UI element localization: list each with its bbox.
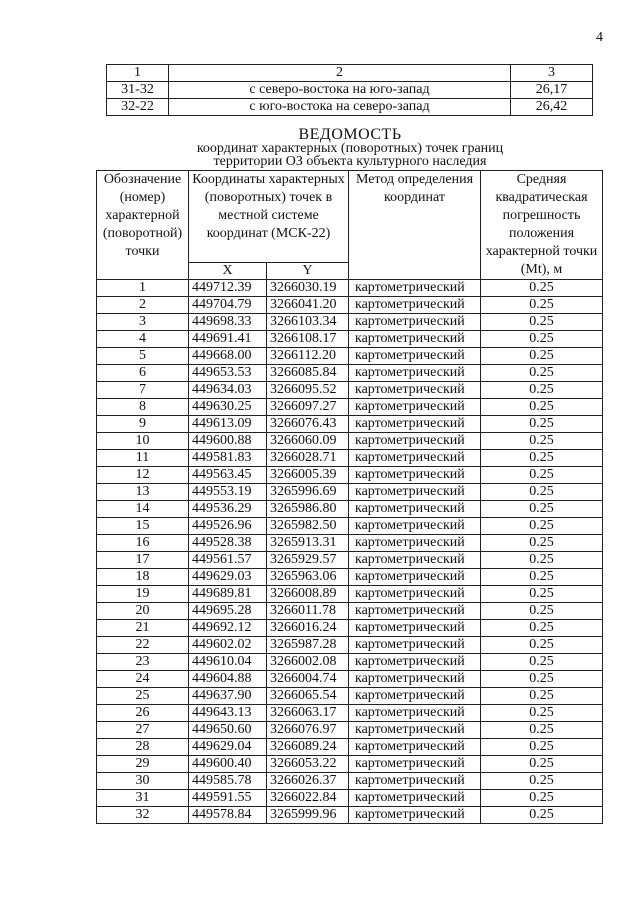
accuracy: 0.25	[481, 739, 603, 756]
point-number: 8	[97, 399, 189, 416]
point-number: 6	[97, 365, 189, 382]
coordinate-x: 449536.29	[189, 501, 267, 518]
table-row	[97, 399, 603, 416]
header-method: Метод определения координат	[349, 171, 481, 280]
table-row	[97, 382, 603, 399]
segment-points: 31-32	[107, 82, 169, 99]
coordinate-y: 3266028.71	[267, 450, 349, 467]
point-number: 24	[97, 671, 189, 688]
method: картометрический	[349, 807, 481, 824]
method: картометрический	[349, 739, 481, 756]
coordinate-y: 3266002.08	[267, 654, 349, 671]
coordinate-y: 3265982.50	[267, 518, 349, 535]
coordinate-y: 3266112.20	[267, 348, 349, 365]
coordinate-x: 449581.83	[189, 450, 267, 467]
coordinate-y: 3266095.52	[267, 382, 349, 399]
segment-direction: с юго-востока на северо-запад	[169, 99, 511, 116]
accuracy: 0.25	[481, 433, 603, 450]
method: картометрический	[349, 569, 481, 586]
method: картометрический	[349, 331, 481, 348]
table-row	[107, 82, 593, 99]
method: картометрический	[349, 314, 481, 331]
accuracy: 0.25	[481, 620, 603, 637]
method: картометрический	[349, 620, 481, 637]
coordinate-x: 449629.04	[189, 739, 267, 756]
accuracy: 0.25	[481, 790, 603, 807]
point-number: 5	[97, 348, 189, 365]
method: картометрический	[349, 518, 481, 535]
coordinate-x: 449528.38	[189, 535, 267, 552]
accuracy: 0.25	[481, 297, 603, 314]
method: картометрический	[349, 365, 481, 382]
point-number: 2	[97, 297, 189, 314]
table-row	[97, 773, 603, 790]
coordinate-y: 3266108.17	[267, 331, 349, 348]
segment-direction: с северо-востока на юго-запад	[169, 82, 511, 99]
coordinate-y: 3266030.19	[267, 280, 349, 297]
coordinate-y: 3266085.84	[267, 365, 349, 382]
accuracy: 0.25	[481, 450, 603, 467]
coordinate-x: 449600.40	[189, 756, 267, 773]
coordinate-x: 449698.33	[189, 314, 267, 331]
point-number: 23	[97, 654, 189, 671]
accuracy: 0.25	[481, 535, 603, 552]
coordinate-y: 3266103.34	[267, 314, 349, 331]
accuracy: 0.25	[481, 722, 603, 739]
table-row	[97, 450, 603, 467]
table-row	[97, 314, 603, 331]
accuracy: 0.25	[481, 552, 603, 569]
accuracy: 0.25	[481, 654, 603, 671]
table-row	[97, 331, 603, 348]
coordinates-table	[96, 170, 603, 824]
accuracy: 0.25	[481, 603, 603, 620]
table-row	[97, 569, 603, 586]
method: картометрический	[349, 603, 481, 620]
point-number: 18	[97, 569, 189, 586]
coordinate-x: 449643.13	[189, 705, 267, 722]
method: картометрический	[349, 552, 481, 569]
accuracy: 0.25	[481, 705, 603, 722]
table-row	[97, 348, 603, 365]
table-row	[97, 365, 603, 382]
coordinate-x: 449653.53	[189, 365, 267, 382]
method: картометрический	[349, 586, 481, 603]
coordinate-y: 3265963.06	[267, 569, 349, 586]
document-title: ВЕДОМОСТЬ	[298, 126, 402, 143]
accuracy: 0.25	[481, 773, 603, 790]
coordinate-x: 449526.96	[189, 518, 267, 535]
coordinate-x: 449630.25	[189, 399, 267, 416]
coordinate-y: 3266041.20	[267, 297, 349, 314]
method: картометрический	[349, 280, 481, 297]
table-row	[97, 722, 603, 739]
accuracy: 0.25	[481, 382, 603, 399]
accuracy: 0.25	[481, 399, 603, 416]
coordinate-y: 3265999.96	[267, 807, 349, 824]
table-row	[97, 637, 603, 654]
point-number: 32	[97, 807, 189, 824]
table-row	[97, 620, 603, 637]
page-number: 4	[596, 30, 603, 45]
method: картометрический	[349, 722, 481, 739]
point-number: 4	[97, 331, 189, 348]
accuracy: 0.25	[481, 314, 603, 331]
method: картометрический	[349, 705, 481, 722]
table-row	[97, 739, 603, 756]
accuracy: 0.25	[481, 348, 603, 365]
accuracy: 0.25	[481, 280, 603, 297]
coordinate-x: 449712.39	[189, 280, 267, 297]
point-number: 20	[97, 603, 189, 620]
accuracy: 0.25	[481, 586, 603, 603]
point-number: 15	[97, 518, 189, 535]
method: картометрический	[349, 756, 481, 773]
accuracy: 0.25	[481, 756, 603, 773]
coordinate-y: 3266016.24	[267, 620, 349, 637]
method: картометрический	[349, 297, 481, 314]
coordinate-x: 449629.03	[189, 569, 267, 586]
point-number: 7	[97, 382, 189, 399]
table-row	[97, 705, 603, 722]
coordinate-x: 449561.57	[189, 552, 267, 569]
table-row	[97, 790, 603, 807]
accuracy: 0.25	[481, 518, 603, 535]
coordinate-y: 3265986.80	[267, 501, 349, 518]
point-number: 1	[97, 280, 189, 297]
accuracy: 0.25	[481, 671, 603, 688]
coordinate-x: 449692.12	[189, 620, 267, 637]
table-row	[97, 654, 603, 671]
point-number: 25	[97, 688, 189, 705]
coordinate-y: 3266089.24	[267, 739, 349, 756]
table-row	[97, 416, 603, 433]
point-number: 22	[97, 637, 189, 654]
coordinate-x: 449637.90	[189, 688, 267, 705]
coordinate-y: 3266005.39	[267, 467, 349, 484]
accuracy: 0.25	[481, 331, 603, 348]
table-header-row	[97, 171, 603, 263]
point-number: 27	[97, 722, 189, 739]
table-row	[97, 501, 603, 518]
header-y: Y	[267, 262, 349, 279]
method: картометрический	[349, 637, 481, 654]
table-row	[97, 603, 603, 620]
segment-directions-table	[106, 64, 593, 116]
coordinate-x: 449689.81	[189, 586, 267, 603]
coordinate-x: 449563.45	[189, 467, 267, 484]
table-row	[97, 433, 603, 450]
column-number-3: 3	[511, 65, 593, 82]
point-number: 10	[97, 433, 189, 450]
accuracy: 0.25	[481, 688, 603, 705]
point-number: 13	[97, 484, 189, 501]
point-number: 26	[97, 705, 189, 722]
accuracy: 0.25	[481, 484, 603, 501]
coordinate-x: 449695.28	[189, 603, 267, 620]
table-row	[97, 807, 603, 824]
method: картометрический	[349, 654, 481, 671]
table-row	[97, 484, 603, 501]
coordinate-y: 3265913.31	[267, 535, 349, 552]
coordinate-x: 449634.03	[189, 382, 267, 399]
table-header-row	[107, 65, 593, 82]
coordinate-x: 449591.55	[189, 790, 267, 807]
header-x: X	[189, 262, 267, 279]
accuracy: 0.25	[481, 467, 603, 484]
header-coordinates: Координаты характерных (поворотных) точек в местной системе координат (МСК-22)	[189, 171, 349, 263]
header-designation: Обозначение (номер) характерной (поворотной) точки	[97, 171, 189, 280]
method: картометрический	[349, 501, 481, 518]
point-number: 12	[97, 467, 189, 484]
coordinate-x: 449553.19	[189, 484, 267, 501]
method: картометрический	[349, 433, 481, 450]
point-number: 19	[97, 586, 189, 603]
coordinate-y: 3266011.78	[267, 603, 349, 620]
coordinate-y: 3265996.69	[267, 484, 349, 501]
coordinate-x: 449691.41	[189, 331, 267, 348]
document-subtitle-line-2: территории ОЗ объекта культурного наследия	[213, 154, 487, 169]
method: картометрический	[349, 671, 481, 688]
accuracy: 0.25	[481, 569, 603, 586]
coordinate-y: 3266053.22	[267, 756, 349, 773]
coordinate-x: 449585.78	[189, 773, 267, 790]
coordinate-y: 3266097.27	[267, 399, 349, 416]
point-number: 31	[97, 790, 189, 807]
segment-length: 26,17	[511, 82, 593, 99]
coordinate-y: 3265929.57	[267, 552, 349, 569]
accuracy: 0.25	[481, 807, 603, 824]
point-number: 28	[97, 739, 189, 756]
table-row	[97, 535, 603, 552]
coordinate-x: 449600.88	[189, 433, 267, 450]
accuracy: 0.25	[481, 501, 603, 518]
method: картометрический	[349, 416, 481, 433]
method: картометрический	[349, 382, 481, 399]
method: картометрический	[349, 348, 481, 365]
table-row	[97, 552, 603, 569]
coordinate-y: 3266008.89	[267, 586, 349, 603]
coordinate-y: 3266076.43	[267, 416, 349, 433]
coordinate-x: 449650.60	[189, 722, 267, 739]
point-number: 9	[97, 416, 189, 433]
point-number: 30	[97, 773, 189, 790]
coordinate-x: 449602.02	[189, 637, 267, 654]
coordinate-y: 3265987.28	[267, 637, 349, 654]
segment-length: 26,42	[511, 99, 593, 116]
method: картометрический	[349, 535, 481, 552]
coordinate-y: 3266060.09	[267, 433, 349, 450]
point-number: 11	[97, 450, 189, 467]
accuracy: 0.25	[481, 365, 603, 382]
point-number: 17	[97, 552, 189, 569]
method: картометрический	[349, 484, 481, 501]
coordinate-y: 3266076.97	[267, 722, 349, 739]
point-number: 16	[97, 535, 189, 552]
coordinate-x: 449578.84	[189, 807, 267, 824]
table-row	[97, 280, 603, 297]
coordinate-x: 449604.88	[189, 671, 267, 688]
accuracy: 0.25	[481, 637, 603, 654]
coordinate-y: 3266022.84	[267, 790, 349, 807]
coordinate-y: 3266063.17	[267, 705, 349, 722]
method: картометрический	[349, 450, 481, 467]
coordinate-x: 449704.79	[189, 297, 267, 314]
method: картометрический	[349, 790, 481, 807]
table-row	[97, 297, 603, 314]
coordinate-y: 3266026.37	[267, 773, 349, 790]
accuracy: 0.25	[481, 416, 603, 433]
column-number-1: 1	[107, 65, 169, 82]
coordinates-table-body	[97, 280, 603, 824]
table-row	[97, 586, 603, 603]
column-number-2: 2	[169, 65, 511, 82]
table-row	[107, 99, 593, 116]
header-accuracy: Средняя квадратическая погрешность положения характерной точки (Mt), м	[481, 171, 603, 280]
coordinate-x: 449668.00	[189, 348, 267, 365]
method: картометрический	[349, 399, 481, 416]
coordinate-x: 449610.04	[189, 654, 267, 671]
table-row	[97, 671, 603, 688]
table-row	[97, 756, 603, 773]
point-number: 29	[97, 756, 189, 773]
coordinate-y: 3266004.74	[267, 671, 349, 688]
method: картометрический	[349, 773, 481, 790]
method: картометрический	[349, 467, 481, 484]
coordinate-y: 3266065.54	[267, 688, 349, 705]
table-row	[97, 518, 603, 535]
method: картометрический	[349, 688, 481, 705]
table-row	[97, 467, 603, 484]
point-number: 14	[97, 501, 189, 518]
point-number: 21	[97, 620, 189, 637]
table-row	[97, 688, 603, 705]
coordinate-x: 449613.09	[189, 416, 267, 433]
point-number: 3	[97, 314, 189, 331]
document-subtitle-line-1: координат характерных (поворотных) точек границ	[196, 141, 504, 156]
segment-points: 32-22	[107, 99, 169, 116]
